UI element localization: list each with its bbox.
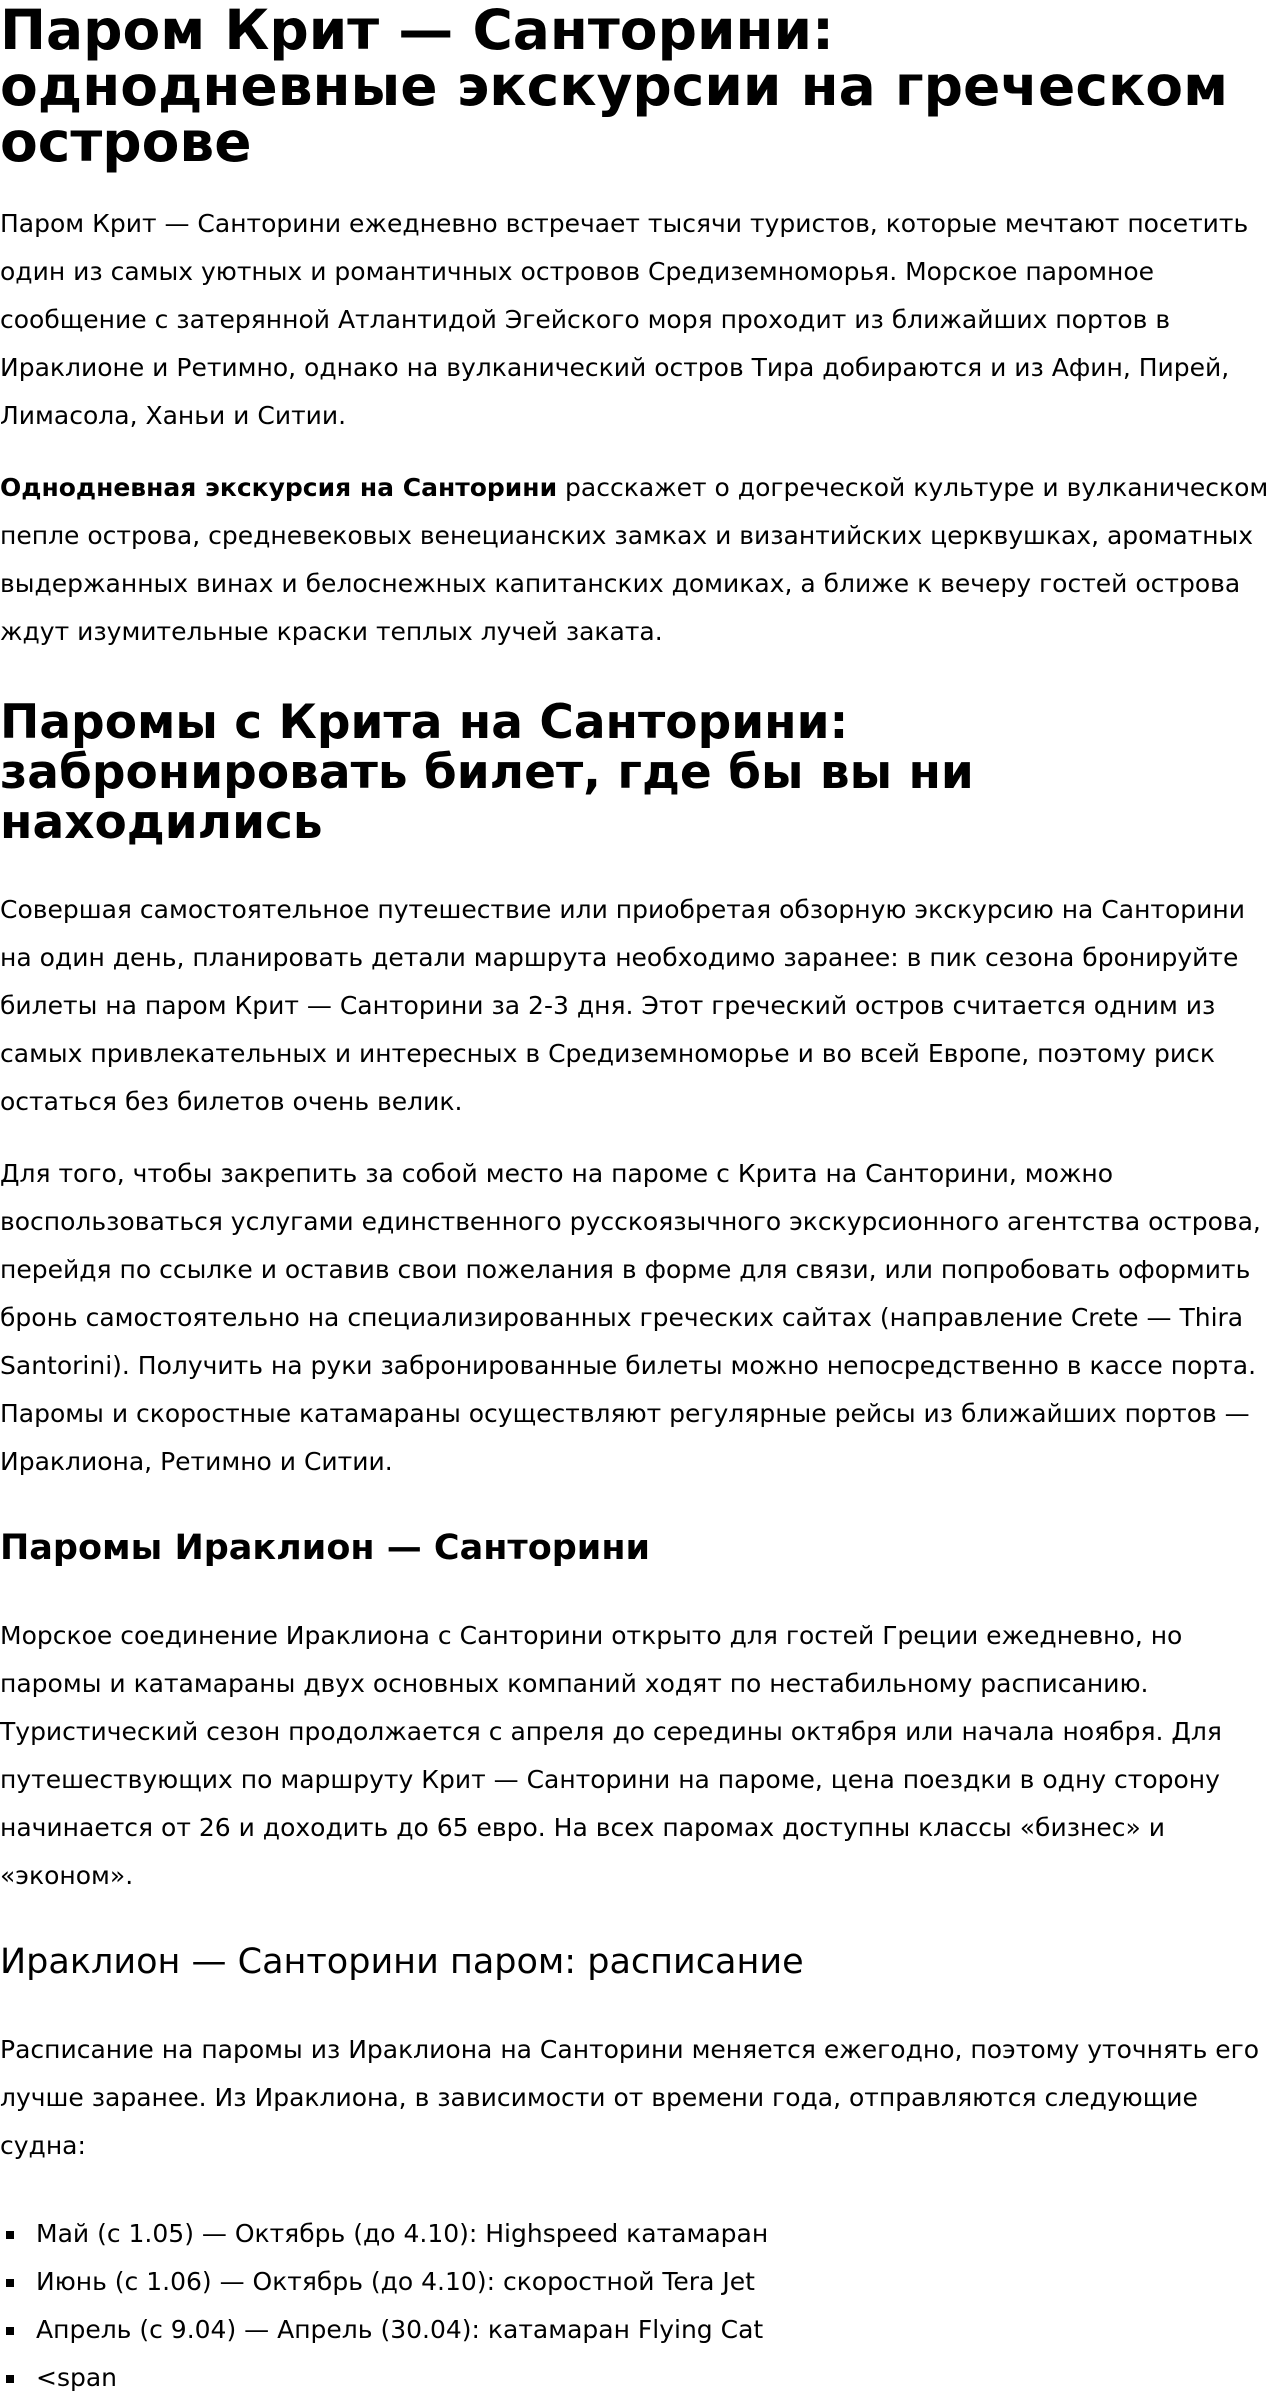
booking-paragraph-2: Для того, чтобы закрепить за собой место на пароме с Крита на Санторини, можно воспользоваться услугами единственного русскоязычного экскурсионного агентства острова, перейдя по ссылке и оставив свои пожелания в форме для связи, или попробовать оформить бронь самостоятельно на специализированных греческих сайтах (направление Crete — Thira Santorini). Получить на руки забронированные билеты можно непосредственно в кассе порта. Паромы и скоростные катамараны осуществляют регулярные рейсы из ближайших портов — Ираклиона, Ретимно и Ситии. (0, 1159, 1261, 1476)
section-heading-schedule: Ираклион — Санторини паром: расписание (0, 1942, 804, 1982)
bullet-icon (6, 2231, 14, 2239)
schedule-paragraph: Расписание на паромы из Ираклиона на Санторини меняется ежегодно, поэтому уточнять его лучше заранее. Из Ираклиона, в зависимости от времени года, отправляются следующие судна: (0, 2035, 1260, 2160)
bullet-icon (6, 2279, 14, 2287)
intro-paragraph-2-bold: Однодневная экскурсия на Санторини (0, 473, 558, 502)
schedule-item-text: Июнь (с 1.06) — Октябрь (до 4.10): скоростной Tera Jet (36, 2267, 755, 2296)
article-title: Паром Крит — Санторини: однодневные экскурсии на греческом острове (0, 0, 1229, 174)
schedule-item-text: <span (36, 2363, 118, 2392)
section-heading-booking: Паромы с Крита на Санторини: забронировать билет, где бы вы ни находились (0, 695, 974, 850)
list-item (0, 2258, 1270, 2306)
schedule-item-text: Апрель (с 9.04) — Апрель (30.04): катамаран Flying Cat (36, 2315, 764, 2344)
bullet-icon (6, 2375, 14, 2383)
intro-paragraph-1: Паром Крит — Санторини ежедневно встречает тысячи туристов, которые мечтают посетить один из самых уютных и романтичных островов Средиземноморья. Морское паромное сообщение с затерянной Атлантидой Эгейского моря проходит из ближайших портов в Ираклионе и Ретимно, однако на вулканический остров Тира добираются и из Афин, Пирей, Лимасола, Ханьи и Ситии. (0, 209, 1249, 430)
heraklion-paragraph: Морское соединение Ираклиона с Санторини открыто для гостей Греции ежедневно, но паромы и катамараны двух основных компаний ходят по нестабильному расписанию. Туристический сезон продолжается с апреля до середины октября или начала ноября. Для путешествующих по маршруту Крит — Санторини на пароме, цена поездки в одну сторону начинается от 26 и доходить до 65 евро. На всех паромах доступны классы «бизнес» и «эконом». (0, 1621, 1222, 1890)
section-heading-heraklion: Паромы Ираклион — Санторини (0, 1528, 651, 1568)
list-item (0, 2210, 1270, 2258)
schedule-item-text: Май (с 1.05) — Октябрь (до 4.10): Highspeed катамаран (36, 2219, 769, 2248)
list-item (0, 2354, 1270, 2402)
intro-paragraph-2-text: расскажет о догреческой культуре и вулканическом пепле острова, средневековых венецианских замках и византийских церквушках, ароматных выдержанных винах и белоснежных капитанских домиках, а ближе к вечеру гостей острова ждут изумительные краски теплых лучей заката. (0, 473, 1269, 646)
schedule-list (0, 2210, 1270, 2402)
intro-paragraph-2 (0, 464, 1270, 656)
bullet-icon (6, 2327, 14, 2335)
booking-paragraph-1: Совершая самостоятельное путешествие или приобретая обзорную экскурсию на Санторини на один день, планировать детали маршрута необходимо заранее: в пик сезона бронируйте билеты на паром Крит — Санторини за 2-3 дня. Этот греческий остров считается одним из самых привлекательных и интересных в Средиземноморье и во всей Европе, поэтому риск остаться без билетов очень велик. (0, 895, 1245, 1116)
list-item (0, 2306, 1270, 2354)
